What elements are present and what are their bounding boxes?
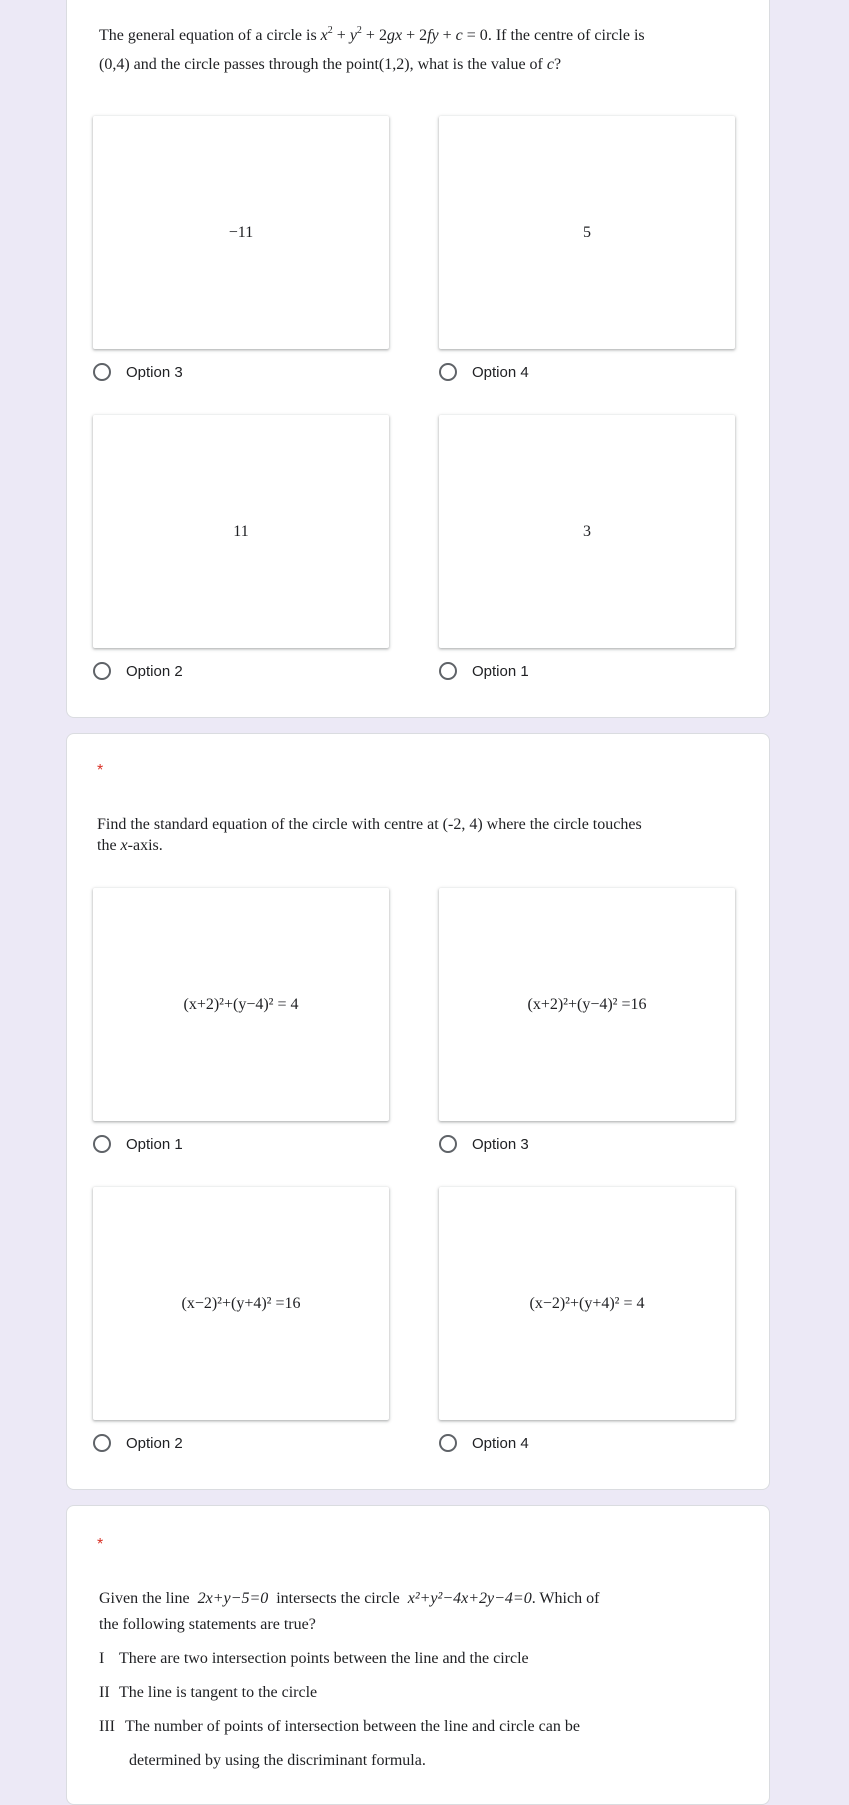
question-text-part: and the circle passes through the point (133, 56, 379, 73)
equation: (x−2)²+(y+4)² = 4 (529, 1294, 645, 1312)
statement-2 (99, 1684, 317, 1702)
radio-button-icon[interactable] (93, 1434, 111, 1452)
required-asterisk: * (97, 762, 104, 779)
statement-text: The number of points of intersection between the line and circle can be (125, 1718, 580, 1735)
question-text-part: Find the standard equation of the circle with centre at (-2, 4) where the circle touches (97, 816, 642, 833)
option-image-tile[interactable] (93, 415, 389, 648)
option-label: Option 2 (126, 662, 183, 680)
option-value: 5 (583, 223, 591, 241)
centre-point: (0,4) (99, 56, 130, 73)
statement-number: II (99, 1684, 110, 1701)
option-label: Option 4 (472, 363, 529, 381)
option-radio[interactable] (439, 662, 529, 680)
circle-equation: x²+y²−4x+2y−4=0 (407, 1590, 532, 1607)
question-text-part: , what is the value of (409, 56, 543, 73)
question-text-part: The general equation of a circle is (99, 27, 317, 44)
equation: (x+2)²+(y−4)² =16 (527, 995, 647, 1013)
radio-button-icon[interactable] (439, 1135, 457, 1153)
question-text (99, 1586, 709, 1638)
option-label: Option 1 (472, 662, 529, 680)
statement-number: III (99, 1718, 115, 1735)
option-value: 11 (233, 522, 249, 540)
radio-button-icon[interactable] (439, 363, 457, 381)
question-text (99, 21, 709, 79)
option-radio[interactable] (439, 1434, 529, 1452)
option-radio[interactable] (93, 1434, 183, 1452)
question-text-part: the following statements are true? (99, 1616, 316, 1633)
option-radio[interactable] (93, 363, 183, 381)
option-radio[interactable] (93, 662, 183, 680)
circle-general-equation: $x^2 + y^2 + 2gx + 2fy + c = 0$ (320, 25, 488, 44)
option-label: Option 3 (472, 1135, 529, 1153)
radio-button-icon[interactable] (93, 1135, 111, 1153)
radio-button-icon[interactable] (439, 662, 457, 680)
variable-c: c (546, 56, 554, 73)
option-label: Option 3 (126, 363, 183, 381)
statement-text: determined by using the discriminant formula. (129, 1752, 426, 1769)
question-card-3 (66, 1505, 770, 1805)
radio-button-icon[interactable] (93, 662, 111, 680)
option-image-tile[interactable] (93, 1187, 389, 1420)
option-image-tile[interactable] (439, 1187, 735, 1420)
option-image-tile[interactable] (93, 116, 389, 349)
question-text-part: . If the centre of circle is (487, 27, 645, 44)
line-equation: 2x+y−5=0 (197, 1590, 269, 1607)
statement-3 (99, 1718, 580, 1736)
variable-x: x (120, 837, 128, 854)
option-radio[interactable] (439, 363, 529, 381)
question-text (97, 814, 709, 856)
option-image-tile[interactable] (439, 116, 735, 349)
option-label: Option 4 (472, 1434, 529, 1452)
statement-1 (99, 1650, 529, 1668)
option-image-tile[interactable] (439, 415, 735, 648)
question-text-part: . Which of (531, 1590, 600, 1607)
statement-text: There are two intersection points between the line and the circle (119, 1650, 529, 1667)
option-label: Option 2 (126, 1434, 183, 1452)
option-value: 3 (583, 522, 591, 540)
statement-3-continued (129, 1752, 426, 1770)
question-text-part: the (97, 837, 117, 854)
option-value: −11 (228, 223, 254, 241)
option-radio[interactable] (93, 1135, 183, 1153)
question-text-part: intersects the circle (276, 1590, 400, 1607)
question-card-1 (66, 0, 770, 718)
equation: (x−2)²+(y+4)² =16 (181, 1294, 301, 1312)
option-image-tile[interactable] (439, 888, 735, 1121)
question-text-part: Given the line (99, 1590, 190, 1607)
statement-number: I (99, 1650, 105, 1667)
radio-button-icon[interactable] (93, 363, 111, 381)
option-image-tile[interactable] (93, 888, 389, 1121)
required-asterisk: * (97, 1536, 104, 1553)
question-mark: ? (553, 56, 562, 73)
passing-point: (1,2) (378, 56, 410, 73)
equation: (x+2)²+(y−4)² = 4 (183, 995, 299, 1013)
option-label: Option 1 (126, 1135, 183, 1153)
statement-text: The line is tangent to the circle (119, 1684, 318, 1701)
question-card-2 (66, 733, 770, 1490)
question-text-part: -axis. (127, 837, 163, 854)
option-radio[interactable] (439, 1135, 529, 1153)
radio-button-icon[interactable] (439, 1434, 457, 1452)
